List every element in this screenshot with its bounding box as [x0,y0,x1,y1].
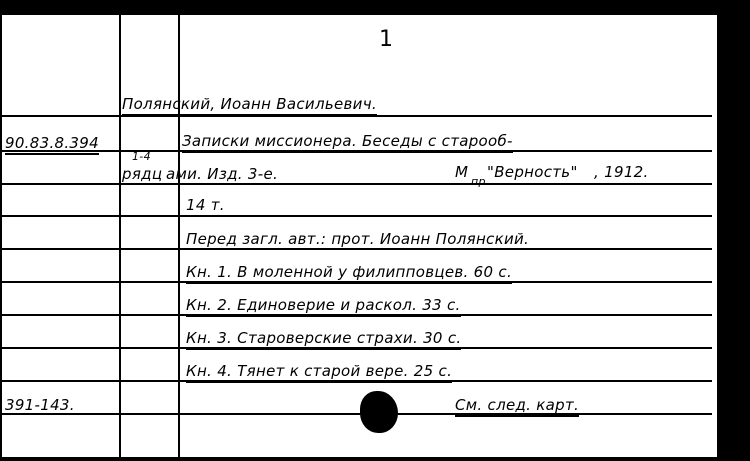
page-number: 1 [379,27,394,52]
inventory-number: 391-143. [5,396,75,414]
title-line-2-start: рядц [122,165,163,183]
column-line-middle [178,15,180,457]
title-line-2: ами. Изд. 3-е. [166,165,279,183]
volume-entry: Кн. 1. В моленной у филипповцев. 60 с. [186,263,512,284]
publication-year: , 1912. [594,163,649,181]
catalog-card [2,15,717,457]
publisher: "Верность" [487,163,578,181]
volume-entry: Кн. 3. Староверские страхи. 30 с. [186,329,461,350]
ruled-line [2,413,712,415]
ruled-line [2,248,712,250]
ruled-line [2,215,712,217]
volume-entry: Кн. 4. Тянет к старой вере. 25 с. [186,362,452,383]
author-heading: Полянский, Иоанн Васильевич. [122,95,377,116]
title-line-1: Записки миссионера. Беседы с старооб- [182,132,513,153]
page-count: 14 т. [186,196,225,217]
place-subscript: пр [471,175,486,188]
shelf-mark: 90.83.8.394 [5,134,99,155]
sub-mark: 1-4 [132,150,151,163]
see-next-card: См. след. карт. [455,396,579,417]
volume-entry: Кн. 2. Единоверие и раскол. 33 с. [186,296,461,317]
ink-blot [360,391,398,433]
author-note: Перед загл. авт.: прот. Иоанн Полянский. [186,230,530,248]
place-of-publication: М [455,163,469,181]
ruled-line [2,183,712,185]
column-line-left [119,15,121,457]
